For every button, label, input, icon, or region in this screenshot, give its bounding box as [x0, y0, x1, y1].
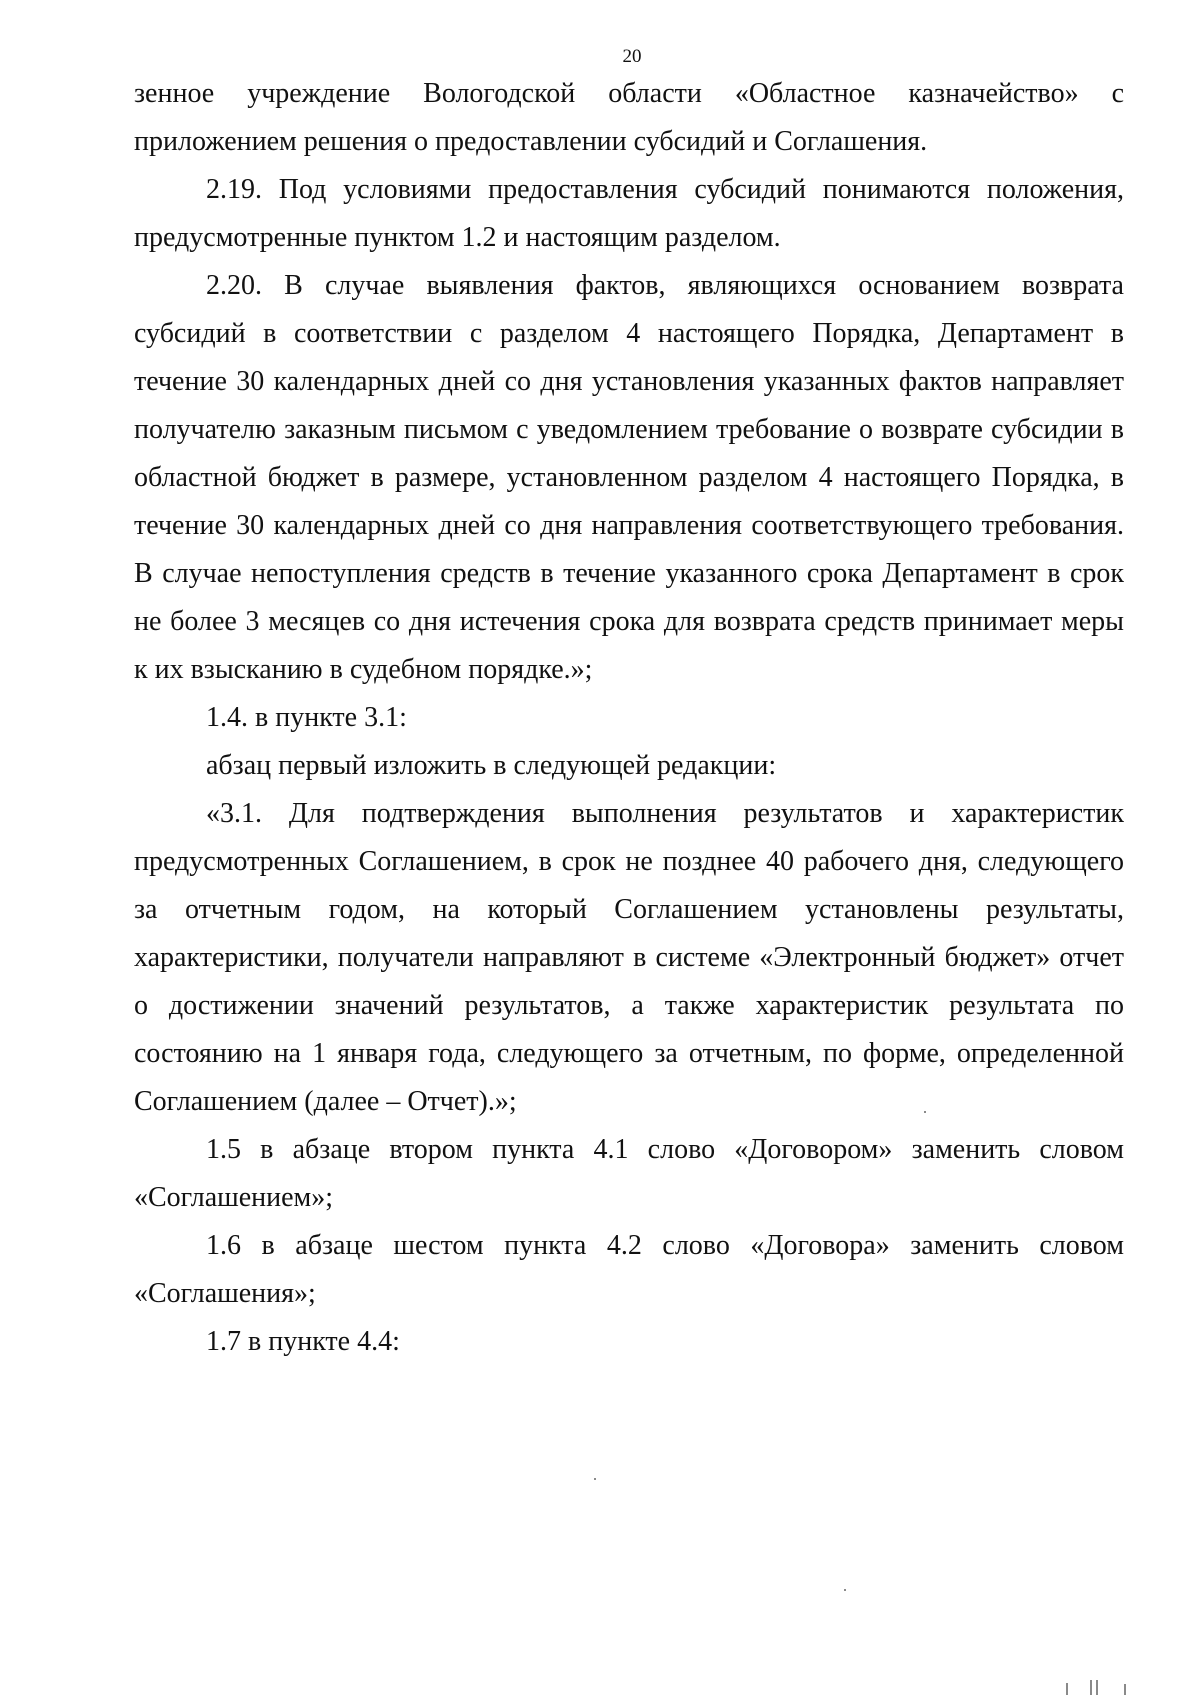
- page-number: 20: [622, 46, 642, 67]
- paragraph-1-7: 1.7 в пункте 4.4:: [206, 1326, 400, 1357]
- scan-edge-mark: [1096, 1680, 1098, 1695]
- paragraph-3-1: «3.1. Для подтверждения выполнения результатов и характеристик предусмотренных Соглашением, в срок не позднее 40 рабочего дня, следующего за отчетным годом, на который Соглашением установлены результаты, характеристики, получатели направляют в системе «Электронный бюджет» отчет о достижении значений результатов, а также характеристик результата по состоянию на 1 января года, следующего за отчетным, по форме, определенной Соглашением (далее – Отчет).»;: [134, 798, 1124, 1117]
- paragraph-2-20: 2.20. В случае выявления фактов, являющихся основанием возврата субсидий в соответствии с разделом 4 настоящего Порядка, Департамент в течение 30 календарных дней со дня установления указанных фактов направляет получателю заказным письмом с уведомлением требование о возврате субсидии в областной бюджет в размере, установленном разделом 4 настоящего Порядка, в течение 30 календарных дней со дня направления соответствующего требования. В случае непоступления средств в течение указанного срока Департамент в срок не более 3 месяцев со дня истечения срока для возврата средств принимает меры к их взысканию в судебном порядке.»;: [134, 270, 1124, 685]
- paragraph-1-4: 1.4. в пункте 3.1:: [206, 702, 407, 733]
- scan-edge-mark: [1090, 1680, 1092, 1695]
- document-body: [134, 70, 1124, 1366]
- paragraph-1-6: 1.6 в абзаце шестом пункта 4.2 слово «Договора» заменить словом «Соглашения»;: [134, 1230, 1124, 1309]
- paragraph-abzac-first: абзац первый изложить в следующей редакции:: [206, 750, 777, 781]
- scan-speck: [594, 1478, 596, 1480]
- scan-speck: [844, 1589, 846, 1591]
- paragraph-1-5: 1.5 в абзаце втором пункта 4.1 слово «Договором» заменить словом «Соглашением»;: [134, 1134, 1124, 1213]
- paragraph-continuation: зенное учреждение Вологодской области «Областное казначейство» с приложением решения о предоставлении субсидий и Соглашения.: [134, 78, 1124, 157]
- scan-speck: [924, 1111, 926, 1113]
- scan-edge-mark: [1124, 1684, 1126, 1695]
- paragraph-2-19: 2.19. Под условиями предоставления субсидий понимаются положения, предусмотренные пунктом 1.2 и настоящим разделом.: [134, 174, 1124, 253]
- scan-edge-mark: [1066, 1683, 1068, 1695]
